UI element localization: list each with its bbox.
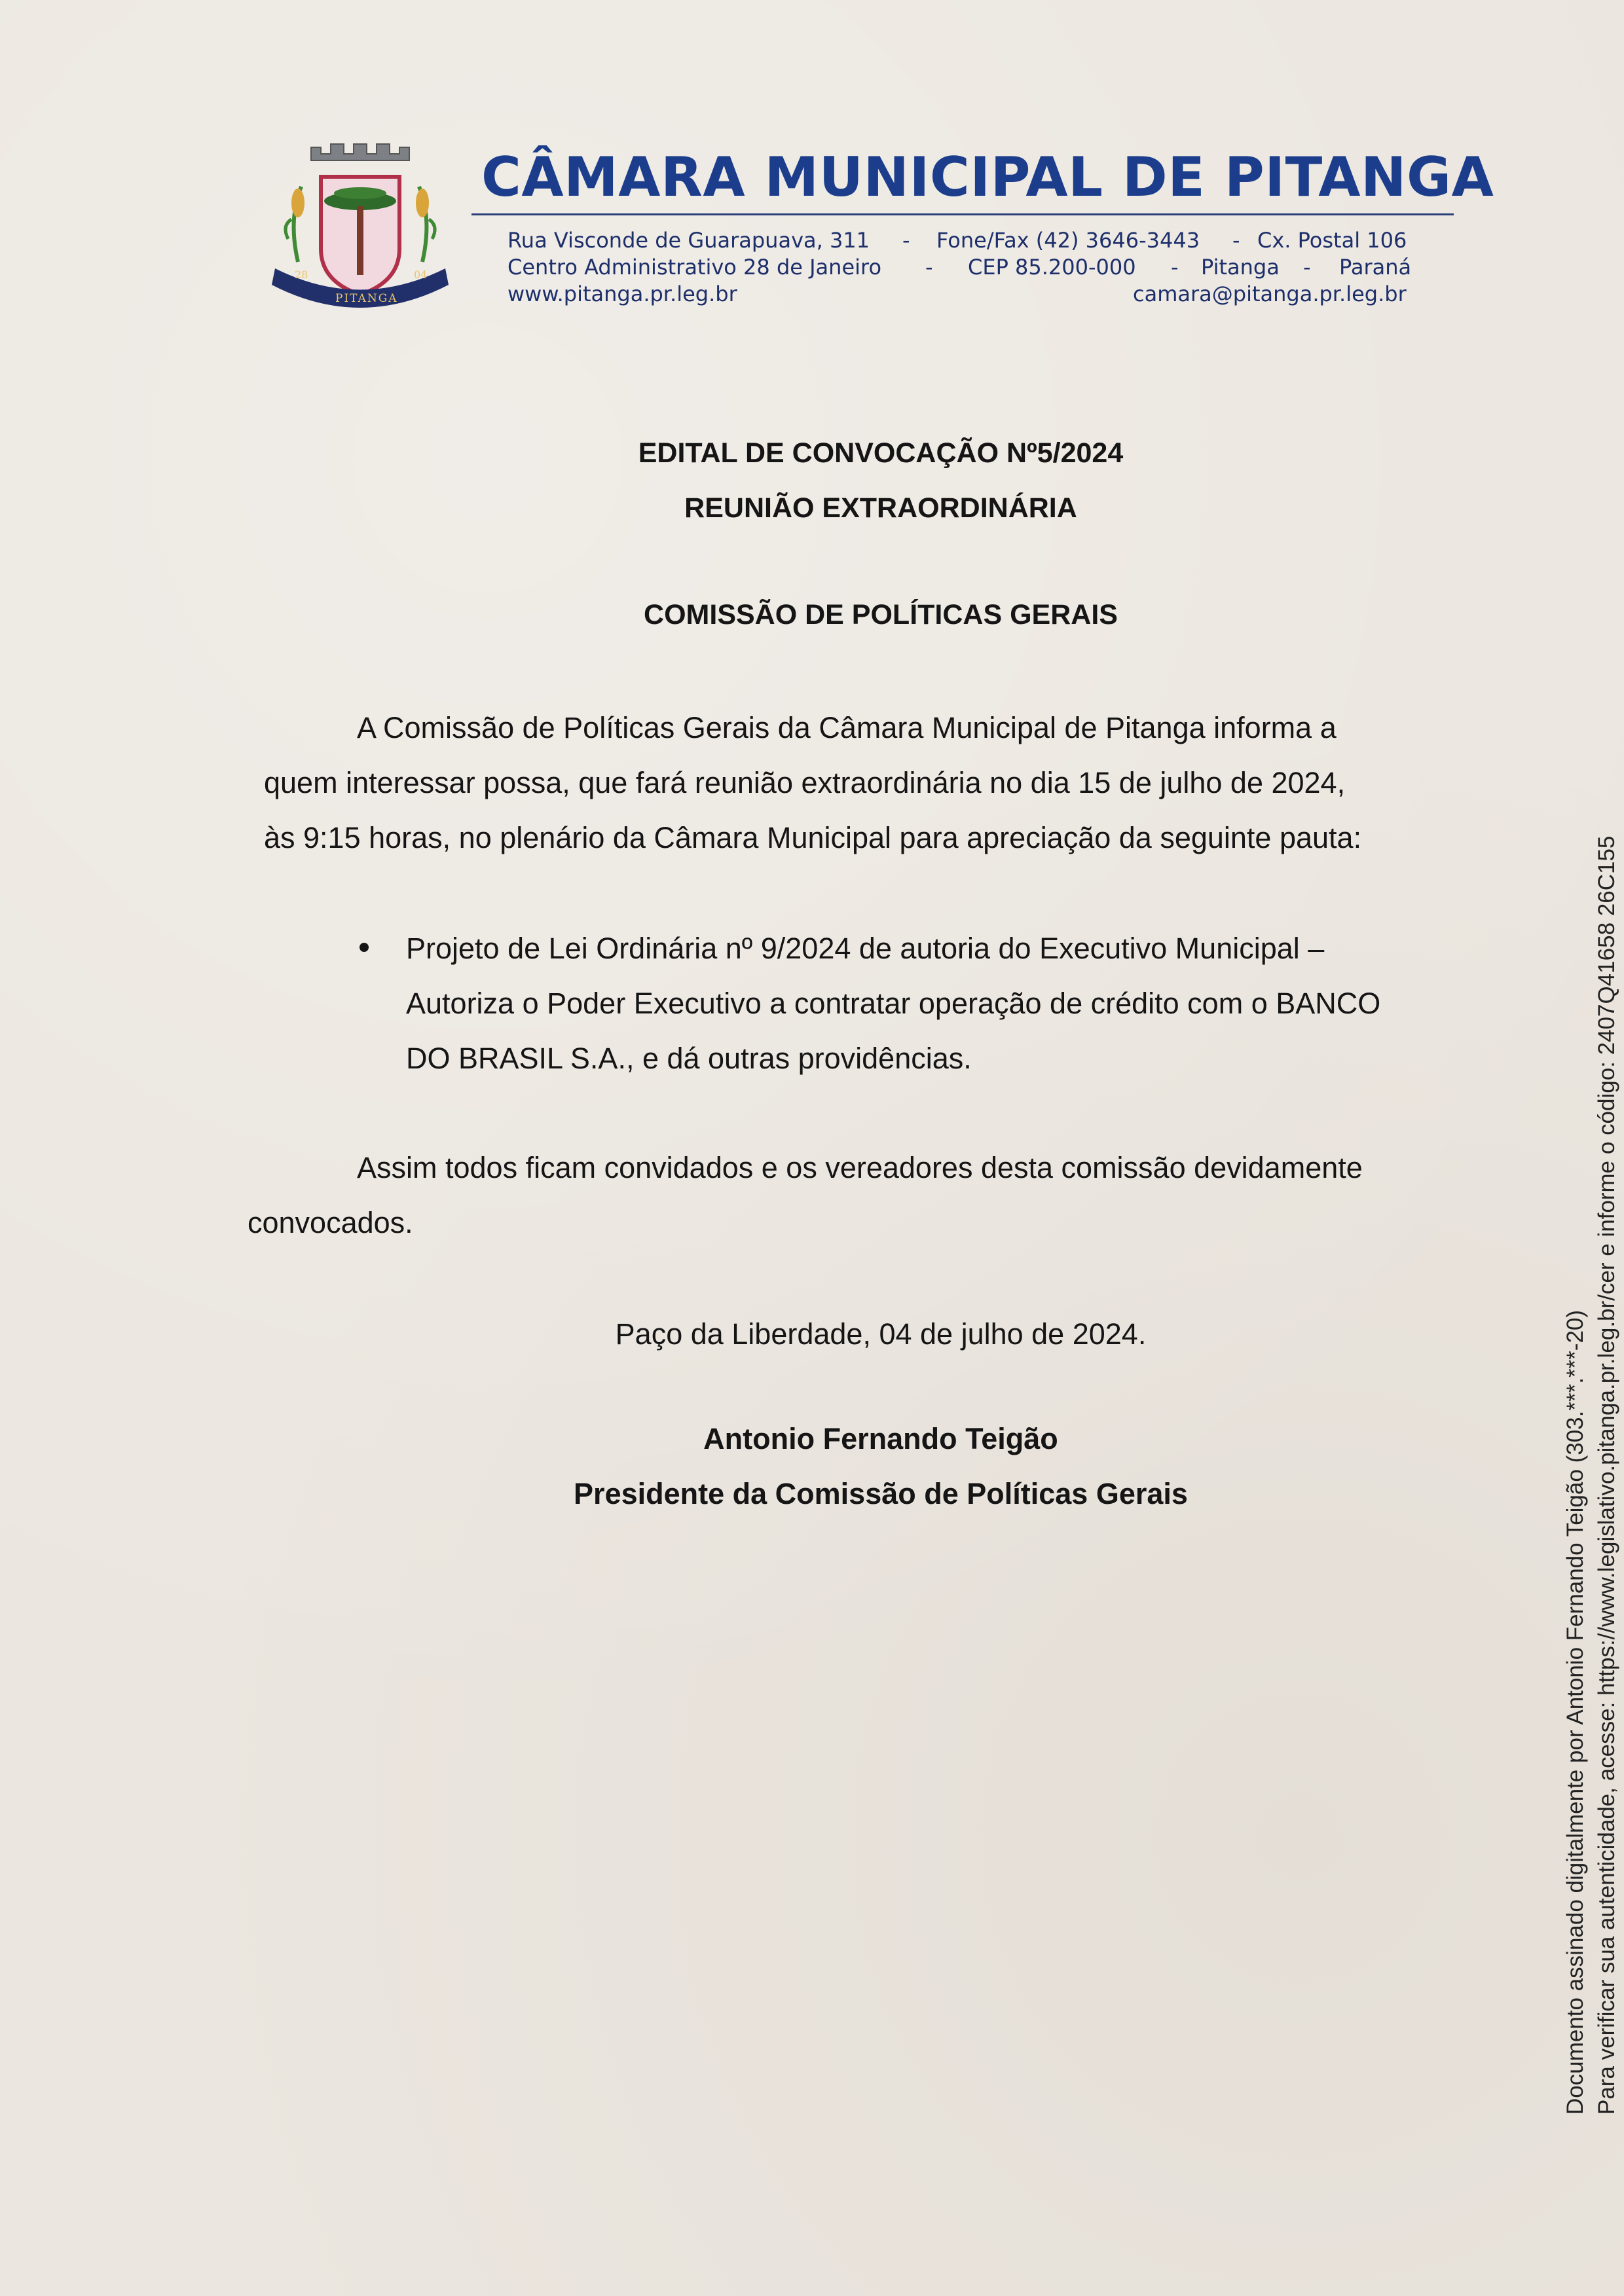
email-link[interactable]: camara@pitanga.pr.leg.br xyxy=(1133,282,1407,306)
address-center: Centro Administrativo 28 de Janeiro xyxy=(507,255,882,280)
logo-text-right: 04 xyxy=(414,268,428,281)
header-divider xyxy=(471,213,1454,215)
address-state: Paraná xyxy=(1339,255,1412,280)
committee-name: COMISSÃO DE POLÍTICAS GERAIS xyxy=(644,599,1118,630)
intro-line: A Comissão de Políticas Gerais da Câmara Municipal de Pitanga informa a xyxy=(357,711,1337,744)
agenda-item-line: Projeto de Lei Ordinária nº 9/2024 de autoria do Executivo Municipal – xyxy=(406,932,1325,965)
signature-stamp-line: Documento assinado digitalmente por Antonio Fernando Teigão (303.***.***-20) xyxy=(1562,1309,1588,2115)
digital-signature-stamp xyxy=(1507,694,1619,2115)
document-subtitle: REUNIÃO EXTRAORDINÁRIA xyxy=(684,492,1077,524)
address-separator: - xyxy=(925,255,933,280)
address-city: Pitanga xyxy=(1201,255,1280,280)
signer-role: Presidente da Comissão de Políticas Gerais xyxy=(574,1477,1188,1510)
address-separator: - xyxy=(1232,228,1240,253)
website-link[interactable]: www.pitanga.pr.leg.br xyxy=(507,282,737,306)
signature-stamp-verify-line: Para verificar sua autenticidade, acesse: https://www.legislativo.pitanga.pr.leg.br/cer e informe o código: 2407Q41658 26C155 xyxy=(1594,835,1619,2115)
closing-line: Assim todos ficam convidados e os vereadores desta comissão devidamente xyxy=(357,1151,1363,1184)
address-postal-box: Cx. Postal 106 xyxy=(1257,228,1407,253)
bullet-icon xyxy=(360,943,369,952)
address-separator: - xyxy=(1171,255,1179,280)
coat-of-arms-logo xyxy=(262,141,458,337)
agenda-item-line: Autoriza o Poder Executivo a contratar operação de crédito com o BANCO xyxy=(406,987,1381,1020)
agenda-item-line: DO BRASIL S.A., e dá outras providências. xyxy=(406,1042,972,1075)
intro-line: às 9:15 horas, no plenário da Câmara Municipal para apreciação da seguinte pauta: xyxy=(264,821,1362,854)
logo-text-left: 28 xyxy=(295,268,308,281)
address-separator: - xyxy=(1303,255,1311,280)
logo-banner-text: PITANGA xyxy=(335,292,398,305)
document-title: EDITAL DE CONVOCAÇÃO Nº5/2024 xyxy=(638,437,1124,469)
institution-title: CÂMARA MUNICIPAL DE PITANGA xyxy=(481,145,1494,209)
address-phone: Fone/Fax (42) 3646-3443 xyxy=(936,228,1200,253)
address-cep: CEP 85.200-000 xyxy=(968,255,1136,280)
place-date: Paço da Liberdade, 04 de julho de 2024. xyxy=(615,1317,1147,1351)
signer-name: Antonio Fernando Teigão xyxy=(703,1422,1058,1455)
address-separator: - xyxy=(902,228,910,253)
intro-line: quem interessar possa, que fará reunião extraordinária no dia 15 de julho de 2024, xyxy=(264,766,1346,799)
address-street: Rua Visconde de Guarapuava, 311 xyxy=(507,228,870,253)
closing-line: convocados. xyxy=(248,1206,413,1239)
